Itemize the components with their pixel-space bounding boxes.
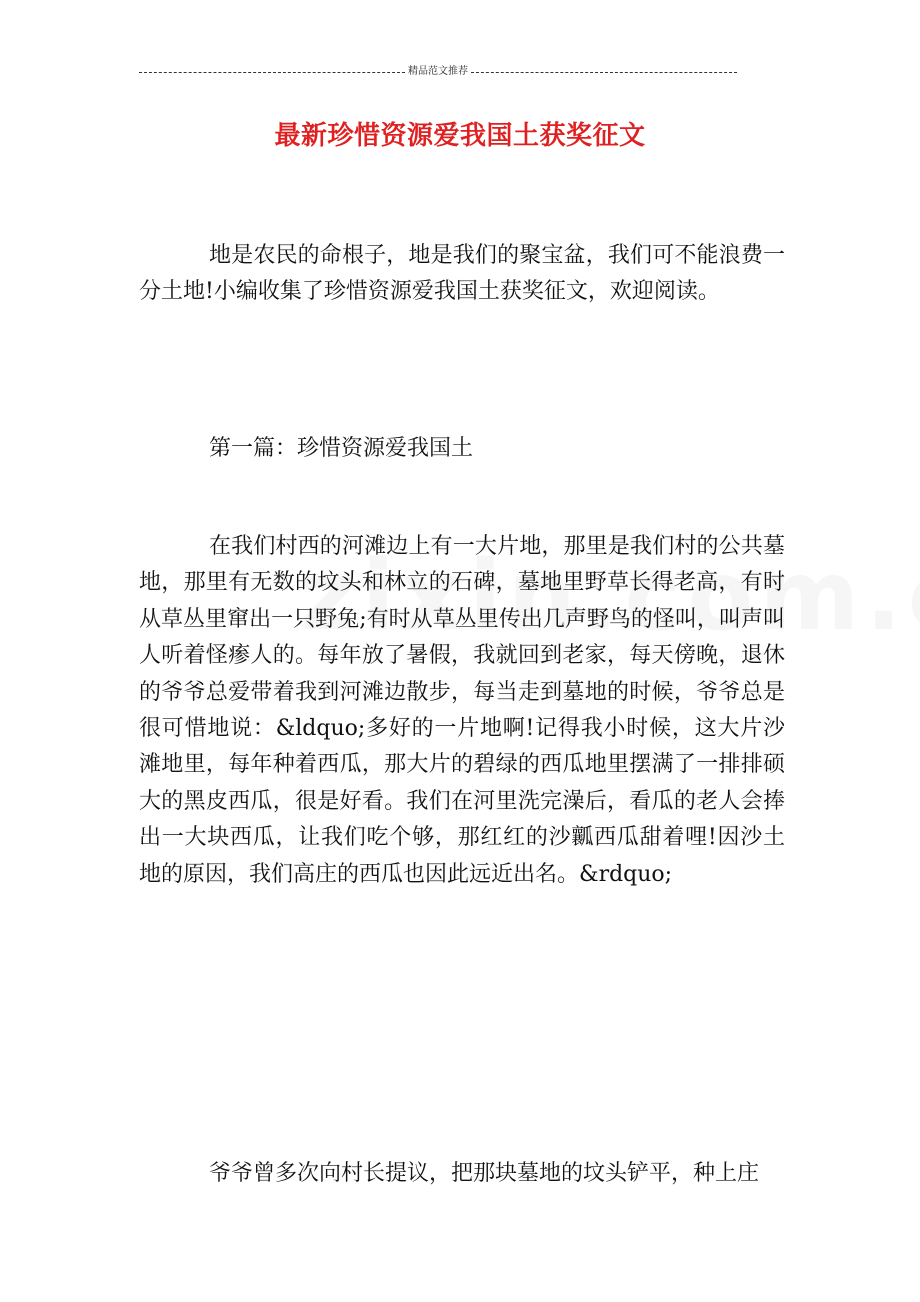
body-paragraph: 爷爷曾多次向村长提议，把那块墓地的坟头铲平，种上庄 bbox=[209, 1161, 760, 1186]
section-heading: 第一篇：珍惜资源爱我国土 bbox=[209, 436, 474, 461]
header-dashed-rule-right bbox=[471, 72, 737, 73]
page-header bbox=[139, 66, 737, 78]
header-label: 精品范文推荐 bbox=[408, 66, 468, 77]
document-title: 最新珍惜资源爱我国土获奖征文 bbox=[274, 121, 646, 151]
intro-paragraph: 地是农民的命根子，地是我们的聚宝盆，我们可不能浪费一分土地!小编收集了珍惜资源爱我国土获奖征文，欢迎阅读。 bbox=[139, 243, 785, 305]
body-paragraph: 在我们村西的河滩边上有一大片地，那里是我们村的公共墓地，那里有无数的坟头和林立的石碑，墓地里野草长得老高，有时从草丛里窜出一只野兔;有时从草丛里传出几声野鸟的怪叫，叫声叫人听着怪瘆人的。每年放了暑假，我就回到老家，每天傍晚，退休的爷爷总爱带着我到河滩边散步，每当走到墓地的时候，爷爷总是很可惜地说：&ldquo;多好的一片地啊!记得我小时候，这大片沙滩地里，每年种着西瓜，那大片的碧绿的西瓜地里摆满了一排排硕大的黑皮西瓜，很是好看。我们在河里洗完澡后，看瓜的老人会捧出一大块西瓜，让我们吃个够，那红红的沙瓤西瓜甜着哩!因沙土地的原因，我们高庄的西瓜也因此远近出名。&rdquo; bbox=[139, 534, 785, 887]
header-dashed-rule-left bbox=[139, 72, 405, 73]
